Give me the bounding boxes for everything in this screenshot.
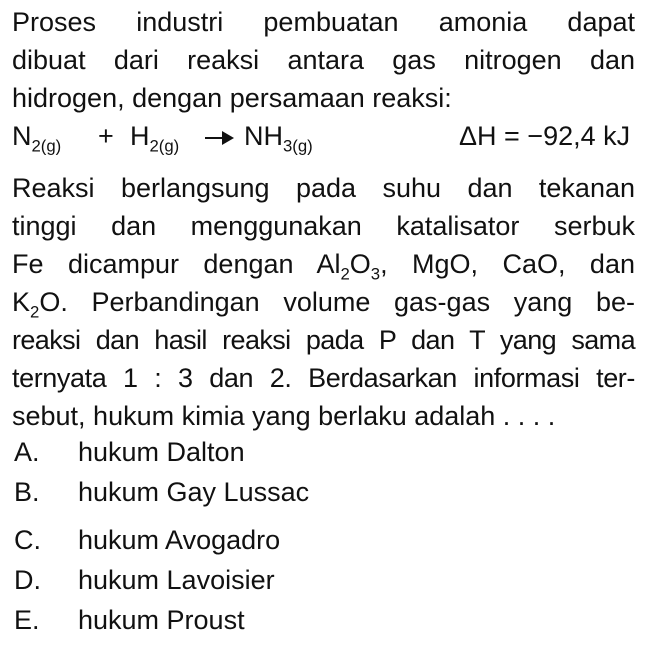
body-line-4: $K_2O$. Perbandingan volume gas-gas yang be- (12, 287, 635, 322)
intro-line-2: dibuat dari reaksi antara gas nitrogen dan (12, 45, 635, 75)
product-nh3: $NH_{3(g)}$ (244, 121, 313, 156)
body-line-3: Fe dicampur dengan $Al_2O_3$, MgO, CaO, dan (12, 249, 635, 284)
arrow-icon (204, 114, 236, 158)
option-a[interactable]: A. hukum Dalton (14, 437, 245, 467)
reaction-equation (12, 114, 632, 158)
body-line-1: Reaksi berlangsung pada suhu dan tekanan (12, 173, 635, 203)
delta-h: ΔH = −92,4 kJ (459, 121, 631, 151)
body-line-5: reaksi dan hasil reaksi pada P dan T yang sama (12, 325, 635, 355)
option-d[interactable]: D. hukum Lavoisier (14, 565, 275, 595)
body-line-7: sebut, hukum kimia yang berlaku adalah . . . . (12, 401, 556, 431)
option-c[interactable]: C. hukum Avogadro (14, 525, 281, 555)
body-line-6: ternyata 1 : 3 dan 2. Berdasarkan informasi ter- (12, 363, 635, 393)
reactant-h2: $H_{2(g)}$ (130, 121, 180, 156)
option-e[interactable]: E. hukum Proust (14, 605, 245, 635)
intro-line-3: hidrogen, dengan persamaan reaksi: (12, 83, 452, 113)
option-b[interactable]: B. hukum Gay Lussac (14, 477, 310, 507)
reactant-n2: $N_{2(g)}$ (12, 121, 62, 156)
intro-line-1: Proses industri pembuatan amonia dapat (12, 7, 635, 37)
body-line-2: tinggi dan menggunakan katalisator serbuk (12, 211, 635, 241)
plus-sign: + (98, 121, 114, 151)
